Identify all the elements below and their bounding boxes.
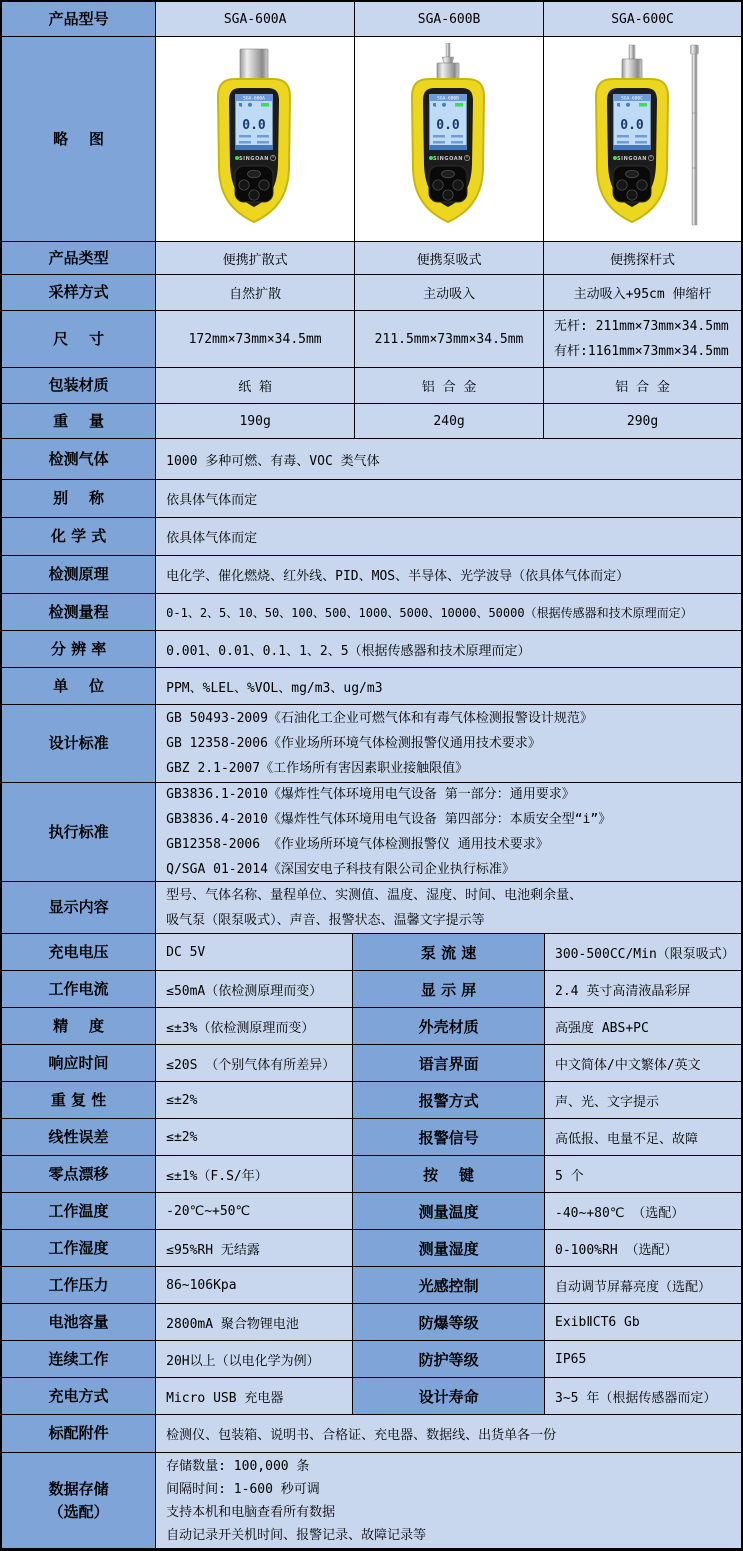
standard-line: GB3836.1-2010《爆炸性气体环境用电气设备 第一部分：通用要求》	[166, 787, 575, 802]
probe-taper	[442, 57, 454, 63]
spec-label: 语言界面	[353, 1045, 545, 1082]
spec-row-quad	[2, 971, 741, 1008]
screen-reading: 0.0	[436, 118, 460, 133]
screen-text-line	[433, 141, 445, 144]
screen-text-line	[635, 141, 647, 144]
brand-text: SINGOAN	[239, 156, 270, 162]
header-row	[2, 2, 741, 37]
storage-line: 支持本机和电脑查看所有数据	[166, 1504, 336, 1520]
spec-value: PPM、%LEL、%VOL、mg/m3、ug/m3	[156, 668, 741, 705]
screen-model-text: SGA-600C	[620, 96, 643, 102]
spec-row-quad	[2, 1082, 741, 1119]
spec-label: 按 键	[353, 1156, 545, 1193]
spec-value: 依具体气体而定	[156, 480, 741, 518]
spec-value-a: 便携扩散式	[156, 242, 355, 275]
spec-label: 设计寿命	[353, 1378, 545, 1415]
spec-label: 设计标准	[2, 705, 156, 783]
spec-label: 重 复 性	[2, 1082, 156, 1119]
menu-button	[248, 170, 261, 178]
spec-row-exec-standards	[2, 783, 741, 882]
model-name-c: SGA-600C	[544, 2, 741, 37]
spec-label: 单 位	[2, 668, 156, 705]
spec-row-quad	[2, 1304, 741, 1341]
screen-text-line	[257, 141, 269, 144]
spec-label: 分 辨 率	[2, 631, 156, 668]
spec-value	[156, 783, 741, 882]
battery-icon	[455, 103, 463, 107]
screen-status-bar	[613, 145, 651, 150]
spec-value: Micro USB 充电器	[156, 1378, 353, 1415]
screen-status-bar	[235, 145, 273, 150]
spec-row	[2, 242, 741, 275]
storage-label-line-1: 数据存储	[48, 1480, 109, 1498]
screen-text-line	[239, 141, 251, 144]
spec-row	[2, 518, 741, 556]
spec-label: 执行标准	[2, 783, 156, 882]
screen-text-line	[451, 135, 463, 138]
spec-value-a: 190g	[156, 404, 355, 439]
spec-label: 零点漂移	[2, 1156, 156, 1193]
spec-value: ≤±3%（依检测原理而变）	[156, 1008, 353, 1045]
header-label: 产品型号	[2, 2, 156, 37]
standard-line: Q/SGA 01-2014《深国安电子科技有限公司企业执行标准》	[166, 862, 515, 877]
spec-value: DC 5V	[156, 934, 353, 971]
spec-label: 泵 流 速	[353, 934, 545, 971]
spec-value: 高低报、电量不足、故障	[545, 1119, 741, 1156]
screen-text-line	[451, 141, 463, 144]
spec-value-b: 240g	[355, 404, 544, 439]
spec-row-quad	[2, 1267, 741, 1304]
menu-button	[442, 170, 455, 178]
spec-value: -20℃~+50℃	[156, 1193, 353, 1230]
standard-line: GB12358-2006 《作业场所环境气体检测报警仪 通用技术要求》	[166, 837, 549, 852]
spec-row-quad	[2, 1008, 741, 1045]
menu-button	[625, 170, 638, 178]
left-button	[433, 180, 443, 190]
spec-row	[2, 404, 741, 439]
standard-line: GB 12358-2006《作业场所环境气体检测报警仪通用技术要求》	[166, 736, 541, 751]
spec-label: 化 学 式	[2, 518, 156, 556]
probe-rod	[629, 45, 635, 59]
spec-value: 自动调节屏幕亮度（选配）	[545, 1267, 741, 1304]
enter-button	[626, 190, 636, 200]
screen-status-bar	[429, 145, 467, 150]
spec-value: 3~5 年（根据传感器而定）	[545, 1378, 741, 1415]
spec-label: 重 量	[2, 404, 156, 439]
spec-label: 检测原理	[2, 556, 156, 594]
spec-row-quad	[2, 1045, 741, 1082]
spec-value-c: 290g	[544, 404, 741, 439]
spec-value-a: 纸 箱	[156, 368, 355, 404]
spec-label: 充电方式	[2, 1378, 156, 1415]
screen-text-line	[635, 135, 647, 138]
fan-icon	[626, 103, 630, 107]
storage-line: 存储数量: 100,000 条	[166, 1458, 310, 1474]
screen-text-line	[617, 141, 629, 144]
storage-label-line-2: （选配）	[48, 1502, 109, 1521]
spec-value: ≤20S （个别气体有所差异）	[156, 1045, 353, 1082]
spec-value: ≤±2%	[156, 1119, 353, 1156]
right-button	[453, 180, 463, 190]
telescopic-rod	[692, 53, 697, 225]
enter-button	[249, 190, 259, 200]
spec-value: -40~+80℃ （选配）	[545, 1193, 741, 1230]
spec-row-quad	[2, 1119, 741, 1156]
spec-label: 采样方式	[2, 275, 156, 311]
model-name-b: SGA-600B	[355, 2, 544, 37]
spec-label: 电池容量	[2, 1304, 156, 1341]
screen-text-line	[433, 135, 445, 138]
spec-value: ≤95%RH 无结露	[156, 1230, 353, 1267]
spec-label: 防爆等级	[353, 1304, 545, 1341]
spec-value: 2800mA 聚合物锂电池	[156, 1304, 353, 1341]
spec-value-b: 211.5mm×73mm×34.5mm	[355, 311, 544, 368]
spec-label: 工作电流	[2, 971, 156, 1008]
spec-label: 外壳材质	[353, 1008, 545, 1045]
spec-value-b: 铝 合 金	[355, 368, 544, 404]
spec-label: 工作压力	[2, 1267, 156, 1304]
spec-label: 标配附件	[2, 1415, 156, 1453]
spec-value	[156, 882, 741, 934]
spec-value: 1000 多种可燃、有毒、VOC 类气体	[156, 439, 741, 480]
spec-label: 光感控制	[353, 1267, 545, 1304]
spec-label: 测量湿度	[353, 1230, 545, 1267]
dimension-line-2: 有杆:1161mm×73mm×34.5mm	[554, 344, 729, 359]
spec-value: 0-1、2、5、10、50、100、500、1000、5000、10000、50000（根据传感器和技术原理而定）	[156, 594, 741, 631]
enter-button	[443, 190, 453, 200]
spec-value: ExibⅡCT6 Gb	[545, 1304, 741, 1341]
spec-label: 工作温度	[2, 1193, 156, 1230]
spec-row	[2, 556, 741, 594]
spec-value-a: 自然扩散	[156, 275, 355, 311]
spec-row	[2, 439, 741, 480]
spec-label: 报警方式	[353, 1082, 545, 1119]
spec-value: 依具体气体而定	[156, 518, 741, 556]
dimension-line-1: 无杆: 211mm×73mm×34.5mm	[554, 319, 729, 334]
display-content-line: 吸气泵（限泵吸式）、声音、报警状态、温馨文字提示等	[166, 912, 485, 928]
storage-line: 间隔时间: 1-600 秒可调	[166, 1481, 320, 1497]
screen-model-text: SGA-600A	[243, 96, 265, 102]
screen-text-line	[239, 135, 251, 138]
spec-value: ≤±2%	[156, 1082, 353, 1119]
device-image-cell-a	[156, 37, 355, 242]
spec-value-a: 172mm×73mm×34.5mm	[156, 311, 355, 368]
fan-icon	[442, 103, 446, 107]
left-button	[239, 180, 249, 190]
spec-value: 电化学、催化燃烧、红外线、PID、MOS、半导体、光学波导（依具体气体而定）	[156, 556, 741, 594]
screen-model-text: SGA-600B	[437, 96, 459, 102]
spec-value: 2.4 英寸高清液晶彩屏	[545, 971, 741, 1008]
display-content-line: 型号、气体名称、量程单位、实测值、温度、湿度、时间、电池剩余量、	[166, 887, 583, 903]
screen-text-line	[257, 135, 269, 138]
spec-row-quad	[2, 1156, 741, 1193]
spec-value: 86~106Kpa	[156, 1267, 353, 1304]
telescopic-rod-tip	[690, 45, 698, 54]
spec-value: 5 个	[545, 1156, 741, 1193]
spec-row-data-storage	[2, 1453, 741, 1549]
battery-icon	[261, 103, 269, 107]
sensor-cap	[240, 49, 268, 81]
spec-row-quad	[2, 1378, 741, 1415]
spec-label: 测量温度	[353, 1193, 545, 1230]
spec-label: 尺 寸	[2, 311, 156, 368]
spec-value: 0-100%RH （选配）	[545, 1230, 741, 1267]
spec-row-quad	[2, 934, 741, 971]
spec-row	[2, 275, 741, 311]
right-button	[636, 180, 646, 190]
spec-row-display-content	[2, 882, 741, 934]
spec-value-c: 主动吸入+95cm 伸缩杆	[544, 275, 741, 311]
spec-label: 别 称	[2, 480, 156, 518]
spec-row-quad	[2, 1341, 741, 1378]
spec-label: 包装材质	[2, 368, 156, 404]
standard-line: GB 50493-2009《石油化工企业可燃气体和有毒气体检测报警设计规范》	[166, 711, 593, 726]
standard-line: GB3836.4-2010《爆炸性气体环境用电气设备 第四部分：本质安全型“i”》	[166, 812, 612, 827]
brand-text: SINGOAN	[616, 156, 647, 162]
spec-row	[2, 594, 741, 631]
spec-value-c: 便携探杆式	[544, 242, 741, 275]
screen-reading: 0.0	[242, 118, 266, 133]
spec-value: 300-500CC/Min（限泵吸式）	[545, 934, 741, 971]
model-name-a: SGA-600A	[156, 2, 355, 37]
spec-value-b: 便携泵吸式	[355, 242, 544, 275]
storage-line: 自动记录开关机时间、报警记录、故障记录等	[166, 1527, 427, 1543]
spec-label: 产品类型	[2, 242, 156, 275]
sketch-label: 略 图	[2, 37, 156, 242]
standard-line: GBZ 2.1-2007《工作场所有害因素职业接触限值》	[166, 761, 469, 776]
spec-row	[2, 368, 741, 404]
right-button	[259, 180, 269, 190]
spec-label: 检测量程	[2, 594, 156, 631]
spec-value: 中文简体/中文繁体/英文	[545, 1045, 741, 1082]
spec-label: 工作湿度	[2, 1230, 156, 1267]
spec-value-b: 主动吸入	[355, 275, 544, 311]
spec-value	[156, 1453, 741, 1549]
screen-text-line	[617, 135, 629, 138]
spec-label: 连续工作	[2, 1341, 156, 1378]
spec-row-quad	[2, 1230, 741, 1267]
spec-value: 高强度 ABS+PC	[545, 1008, 741, 1045]
spec-value-c	[544, 311, 741, 368]
device-image-sga-600a	[189, 43, 321, 235]
sensor-cap	[622, 59, 642, 81]
brand-text: SINGOAN	[433, 156, 464, 162]
spec-row-accessories	[2, 1415, 741, 1453]
spec-row-design-standards	[2, 705, 741, 783]
spec-value-c: 铝 合 金	[544, 368, 741, 404]
spec-value: 检测仪、包装箱、说明书、合格证、充电器、数据线、出货单各一份	[156, 1415, 741, 1453]
spec-value: ≤50mA（依检测原理而变）	[156, 971, 353, 1008]
fan-icon	[248, 103, 252, 107]
spec-value: 声、光、文字提示	[545, 1082, 741, 1119]
device-image-sga-600b	[383, 43, 515, 235]
spec-label	[2, 1453, 156, 1549]
spec-label: 防护等级	[353, 1341, 545, 1378]
device-image-cell-c	[544, 37, 741, 242]
left-button	[616, 180, 626, 190]
spec-row	[2, 631, 741, 668]
spec-label: 精 度	[2, 1008, 156, 1045]
device-image-cell-b	[355, 37, 544, 242]
screen-reading: 0.0	[619, 118, 644, 133]
spec-label: 响应时间	[2, 1045, 156, 1082]
spec-label: 显 示 屏	[353, 971, 545, 1008]
spec-value: IP65	[545, 1341, 741, 1378]
battery-icon	[639, 103, 647, 107]
spec-value	[156, 705, 741, 783]
spec-row-dimensions	[2, 311, 741, 368]
spec-value: ≤±1%（F.S/年）	[156, 1156, 353, 1193]
spec-value: 20H以上（以电化学为例）	[156, 1341, 353, 1378]
spec-row	[2, 668, 741, 705]
sketch-row	[2, 37, 741, 242]
spec-label: 充电电压	[2, 934, 156, 971]
probe-rod	[446, 43, 450, 57]
spec-label: 线性误差	[2, 1119, 156, 1156]
device-image-sga-600c	[577, 43, 709, 235]
spec-label: 报警信号	[353, 1119, 545, 1156]
spec-value: 0.001、0.01、0.1、1、2、5（根据传感器和技术原理而定）	[156, 631, 741, 668]
spec-label: 显示内容	[2, 882, 156, 934]
spec-row	[2, 480, 741, 518]
spec-row-quad	[2, 1193, 741, 1230]
spec-label: 检测气体	[2, 439, 156, 480]
device-group	[596, 45, 668, 222]
